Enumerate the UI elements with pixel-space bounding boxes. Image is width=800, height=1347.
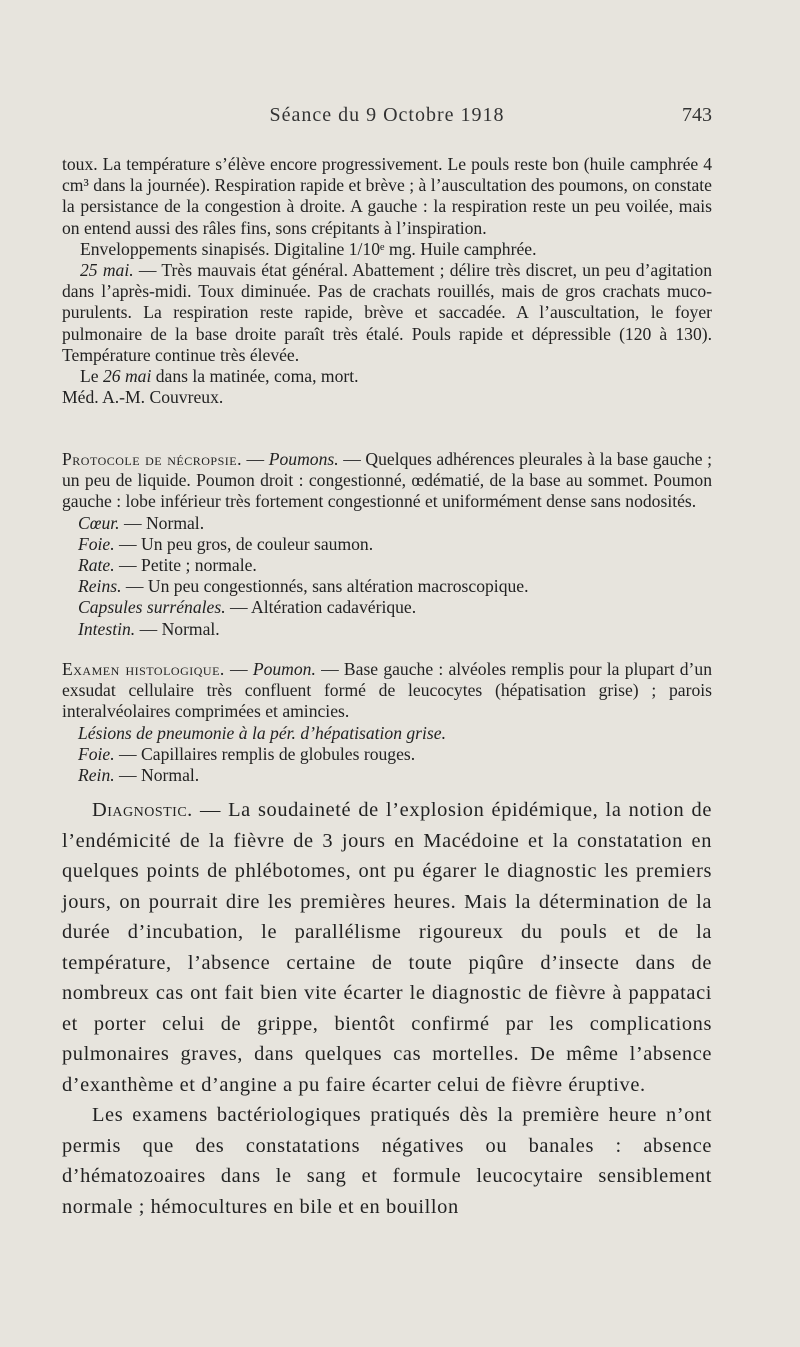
organ-label: Rate. xyxy=(78,555,115,576)
clinical-notes xyxy=(62,154,712,408)
organ-label: Rein. xyxy=(78,765,115,786)
clinical-paragraph-4 xyxy=(62,366,712,387)
signature: Méd. A.-M. Couvreux. xyxy=(62,387,224,408)
histology-heading: Examen histologique. xyxy=(62,659,225,679)
organ-text: — Altération cadavérique. xyxy=(225,597,417,618)
organ-text: — Normal. xyxy=(119,512,205,533)
running-title: Séance du 9 Octobre 1918 xyxy=(269,104,505,126)
page-header xyxy=(62,104,712,134)
date-25-mai: 25 mai. xyxy=(80,260,134,281)
organ-label: Intestin. xyxy=(78,618,136,639)
diagnostic-heading: Diagnostic. xyxy=(92,799,193,821)
autopsy-intro-text: — Quelques adhérences pleurales à la base gauche ; un peu de liquide. Poumon droit : congestionné, œdématié, de la base au sommet. Poumon gauche : lobe inférieur très fortement congestionné et uniformément dense sans nodosités. xyxy=(62,449,713,512)
organ-line xyxy=(62,619,712,640)
organ-line xyxy=(62,555,712,576)
autopsy-organs xyxy=(62,513,712,640)
diagnostic-text-1: — La soudaineté de l’explosion épidémique, la notion de l’endémicité de la fièvre de 3 jours en Macédoine et la constatation en quelques points de phlébotomes, ont pu égarer le diagnostic les premiers jours, on pourrait dire les premières heures. Mais la détermination de la durée d’incubation, le parallélisme rigoureux du pouls et de la température, l’absence certaine de toute piqûre d’insecte dans de nombreux cas ont fait bien vite écarter le diagnostic de fièvre à pappataci et porter celui de grippe, bientôt confirmé par les complications pulmonaires graves, dans quelques cas mortelles. De même l’absence d’exanthème et d’angine a pu faire écarter celui de fièvre éruptive. xyxy=(62,799,712,1096)
diagnostic-section xyxy=(62,795,712,1222)
clinical-paragraph-3 xyxy=(62,260,712,366)
histology-poumon-label: Poumon. xyxy=(252,659,316,679)
organ-text: — Petite ; normale. xyxy=(114,555,257,576)
clinical-paragraph-3-text: — Très mauvais état général. Abattement ; délire très discret, un peu d’agitation dans l’après-midi. Toux diminuée. Pas de crachats rouillés, mais de gros crachats muco-purulents. La respiration reste rapide, brève et saccadée. A l’auscultation, le foyer pulmonaire de la base droite paraît très étalé. Pouls rapide et dépressible (120 à 130). Température continue très élevée. xyxy=(62,260,712,365)
organ-text: — Capillaires remplis de globules rouges. xyxy=(114,743,416,764)
organ-label: Capsules surrénales. xyxy=(78,597,226,618)
organ-text: — Normal. xyxy=(114,765,200,786)
autopsy-poumons-label: Poumons. xyxy=(268,449,339,469)
organ-label: Cœur. xyxy=(78,512,120,533)
clinical-paragraph-1: toux. La température s’élève encore progressivement. Le pouls reste bon (huile camphrée 4 cm³ dans la journée). Respiration rapide et brève ; à l’auscultation des poumons, on constate la persistance de la congestion à droite. A gauche : la respiration reste un peu voilée, mais on entend aussi des râles fins, sons crépitants à l’inspiration. xyxy=(62,154,712,238)
histology-conclusion: Lésions de pneumonie à la pér. d’hépatisation grise. xyxy=(78,722,446,743)
histology-section xyxy=(62,659,712,786)
clinical-paragraph-4-pre: Le xyxy=(80,366,103,387)
organ-line xyxy=(62,744,712,765)
clinical-paragraph-4-post: dans la matinée, coma, mort. xyxy=(151,366,359,387)
organ-line xyxy=(62,576,712,597)
page-number: 743 xyxy=(682,104,712,126)
organ-line xyxy=(62,765,712,786)
organ-line xyxy=(62,597,712,618)
diagnostic-paragraph-2: Les examens bactériologiques pratiqués dès la première heure n’ont permis que des constatations négatives ou banales : absence d’hématozoaires dans le sang et formule leucocytaire sensiblement normale ; hémocultures en bile et en bouillon xyxy=(62,1104,712,1218)
clinical-paragraph-2: Enveloppements sinapisés. Digitaline 1/10ᵉ mg. Huile camphrée. xyxy=(80,238,537,259)
autopsy-intro: Protocole de nécropsie. — Poumons. — Quelques adhérences pleurales à la base gauche ; un peu de liquide. Poumon droit : congestionné, œdématié, de la base au sommet. Poumon gauche : lobe inférieur très fortement congestionné et uniformément dense sans nodosités. xyxy=(62,449,713,512)
date-26-mai: 26 mai xyxy=(102,366,152,387)
organ-label: Foie. xyxy=(78,533,115,554)
organ-line xyxy=(62,534,712,555)
organ-text: — Normal. xyxy=(135,618,220,639)
diagnostic-paragraph-1 xyxy=(62,795,712,1100)
organ-text: — Un peu congestionnés, sans altération macroscopique. xyxy=(121,576,529,597)
histology-details xyxy=(62,723,712,787)
organ-line xyxy=(62,513,712,534)
histology-text: — Base gauche : alvéoles remplis pour la plupart d’un exsudat cellulaire très confluent formé de leucocytes (hépatisation grise) ; parois interalvéolaires comprimées et amincies. xyxy=(62,659,712,722)
organ-label: Reins. xyxy=(78,576,122,597)
histology-intro: Examen histologique. — Poumon. — Base gauche : alvéoles remplis pour la plupart d’un exsudat cellulaire très confluent formé de leucocytes (hépatisation grise) ; parois interalvéolaires comprimées et amincies. xyxy=(62,659,712,722)
autopsy-heading: Protocole de nécropsie. xyxy=(62,449,242,469)
organ-text: — Un peu gros, de couleur saumon. xyxy=(114,533,374,554)
organ-label: Foie. xyxy=(78,743,115,764)
autopsy-section xyxy=(62,449,712,640)
